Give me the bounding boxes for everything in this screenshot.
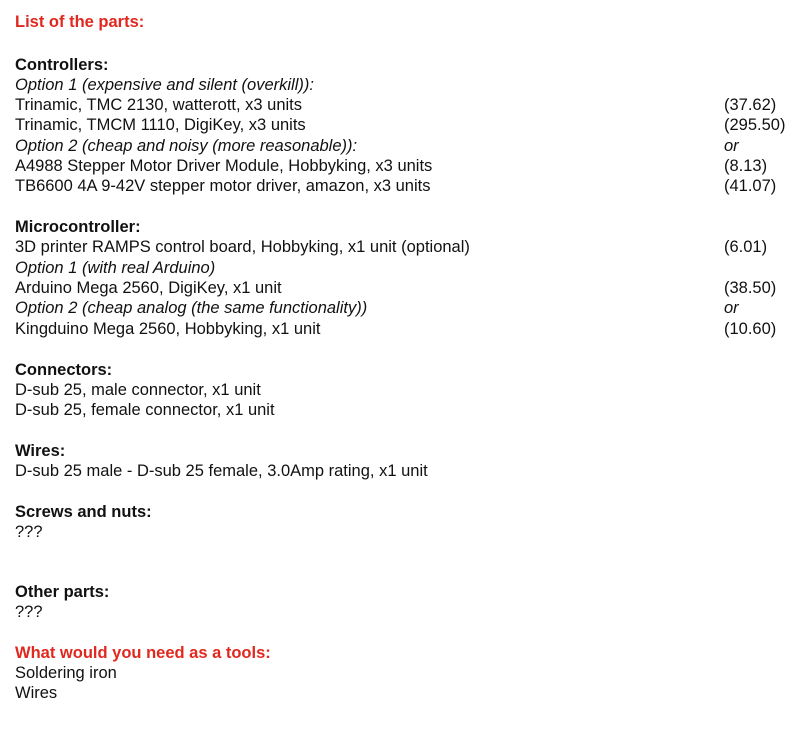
item-price: (6.01) [724,238,768,256]
microcontroller-option1-label: Option 1 (with real Arduino) [15,259,216,277]
controllers-heading: Controllers: [15,56,109,74]
item-text: Kingduino Mega 2560, Hobbyking, x1 unit [15,320,321,338]
controllers-item [15,95,780,115]
item-text: Trinamic, TMC 2130, watterott, x3 units [15,96,303,114]
controllers-option1-label: Option 1 (expensive and silent (overkill)): [15,76,314,94]
item-text: Trinamic, TMCM 1110, DigiKey, x3 units [15,116,306,134]
controllers-item [15,176,780,196]
microcontroller-item [15,278,780,298]
connectors-item: D-sub 25, female connector, x1 unit [15,401,275,419]
item-text: Arduino Mega 2560, DigiKey, x1 unit [15,279,282,297]
item-price: (38.50) [724,279,777,297]
other-parts-heading: Other parts: [15,583,110,601]
item-price: (8.13) [724,157,768,175]
wires-item: D-sub 25 male - D-sub 25 female, 3.0Amp rating, x1 unit [15,462,428,480]
option-or-label: or [724,137,739,155]
controllers-option2-row [15,136,780,156]
microcontroller-item [15,237,780,257]
document-title: List of the parts: [15,13,145,31]
tools-item: Wires [15,684,58,702]
microcontroller-option2-label: Option 2 (cheap analog (the same functionality)) [15,299,368,317]
item-price: (10.60) [724,320,777,338]
tools-heading: What would you need as a tools: [15,644,271,662]
microcontroller-item [15,319,780,339]
item-price: (295.50) [724,116,786,134]
connectors-item: D-sub 25, male connector, x1 unit [15,381,261,399]
microcontroller-heading: Microcontroller: [15,218,141,236]
item-text: A4988 Stepper Motor Driver Module, Hobbyking, x3 units [15,157,433,175]
tools-item: Soldering iron [15,664,117,682]
item-text: TB6600 4A 9-42V stepper motor driver, amazon, x3 units [15,177,431,195]
option-or-label: or [724,299,739,317]
controllers-item [15,156,780,176]
item-price: (41.07) [724,177,777,195]
screws-text: ??? [15,523,43,541]
item-price: (37.62) [724,96,777,114]
controllers-option2-label: Option 2 (cheap and noisy (more reasonable)): [15,137,358,155]
controllers-item [15,115,786,135]
wires-heading: Wires: [15,442,66,460]
other-parts-text: ??? [15,603,43,621]
item-text: 3D printer RAMPS control board, Hobbyking, x1 unit (optional) [15,238,470,256]
screws-heading: Screws and nuts: [15,503,152,521]
microcontroller-option2-row [15,298,780,318]
connectors-heading: Connectors: [15,361,113,379]
